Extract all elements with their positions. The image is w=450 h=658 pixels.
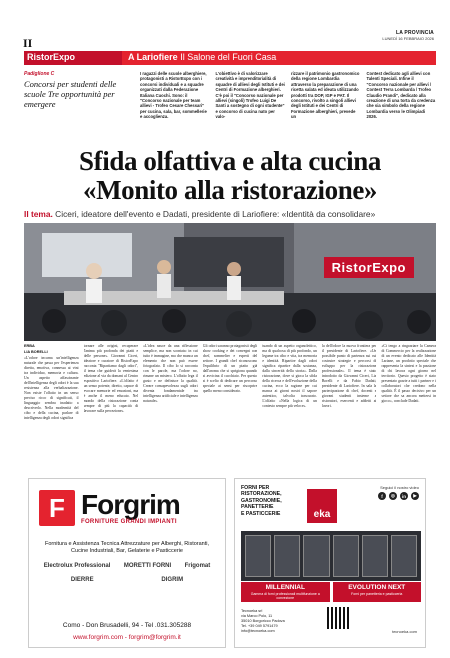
sidebar-kicker: Padiglione C — [24, 71, 55, 77]
article-text: «L'odore incarna un'intelligenza naturale che passa per l'esperienza diretta, emotiva, connessa ai vini tra individuo, memoria e cultura. Un aspetto affascinante dell'intelligenza degli odori è la sua resistenza alla verbalizzazione. Non esiste l'olfatto in un senso preciso ricco di significati, il linguaggio sembra inadatto a descriverlo. Nella modernità del cibo e della cucina, parlare di intelligenza degli odori significa — [24, 356, 79, 420]
follow-text: Seguici il nostro video — [380, 485, 419, 490]
upper-column: rizzare il patrimonio gastronomico della regione Lombardia attraverso la preparazione di una ricetta salata ed ideata utilizzando prodotti tra DOP, IGP e PAT. Il concorso, rivolto a singoli allievi degli Istituti e dei Centri di Formazione alberghieri, prevede un — [291, 71, 360, 120]
upper-articles — [24, 71, 436, 135]
tecnoeka-headline: FORNI PER RISTORAZIONE, GASTRONOMIE, PANETTERIE E PASTICCERIE — [241, 485, 282, 517]
tecnoeka-contact: Tecnoeka srl via Marco Polo, 11 35010 Borgoricco Padova Tel. +39 049 5791479 info@tecnoeka.com — [241, 609, 285, 633]
section-title-rest: Il Salone del Fuori Casa — [180, 52, 277, 62]
event-photo — [24, 223, 436, 341]
millennial-label: MILLENNIAL — [241, 582, 330, 593]
millennial-sublabel: Gamma di forni professionali multifunzione a convezione — [241, 592, 330, 602]
qr-code-icon[interactable] — [327, 607, 349, 629]
forgrim-address: Como - Don Brusadelli, 94 - Tel .031.305288 — [62, 622, 192, 629]
headline — [24, 147, 436, 205]
eka-logo-icon: eka — [307, 489, 337, 523]
headline-line-1: Sfida olfattiva e alta cucina — [79, 146, 381, 176]
oven-image — [274, 535, 300, 577]
upper-column: I ragazzi delle scuole alberghiere, protagonisti a RistorExpo con i concorsi individuali e a squadre organizzati dalla Federazione Italiana Cuochi. Sono: il "Concorso nazionale per team allievi - Trofeo Cesare Chessari" per cucina, sala, bar, sommellerie e accoglienza. — [140, 71, 207, 120]
forgrim-advertisement[interactable] — [28, 478, 226, 648]
section-title-bold: A Lariofiere — [128, 52, 178, 62]
brand-logo: DIGRIM — [161, 577, 184, 583]
social-icons — [378, 492, 419, 500]
section-bar — [24, 51, 436, 65]
page-number: II — [23, 36, 33, 50]
oven-images — [241, 531, 421, 581]
article-column: «L'idea nasce da una riflessione semplice, ma non scontata: in cui tutto è immagine, ma che manca un elemento che non può essere fotografato. Il cibo lo si racconta con le parole, ma l'odore no, rimane un mistero. L'olfatto lega il gusto e ne definisce la qualità. Creare consapevolezza sugli odori diventa fondamentale tra intelligenza artificiale e intelligenza naturale». — [143, 344, 198, 403]
headline-line-2: «Monito alla ristorazione» — [82, 175, 378, 205]
article-column: tornare alle origini, recuperare l'anima più profonda dei piatti e delle persone». Giovanni Ciceri, ideatore e curatore di RistorExpo racconta "Ripartiamo dagli odori", il tema che guiderà la ventesima edizione al via da domani al Centro espositivo Lariofiere. «L'olfatto è un senso potente, diretto, capace di evocare memorie ed emozioni, ma è anche il meno educato. Nel mondo della ristorazione conta sempre di più la capacità di lavorare sulla percezione». — [83, 344, 139, 413]
article-column: «Ci tengo a ringraziare la Camera di Commercio per la realizzazione di un evento dedicato alle Identità Lariane, un prodotto speciale che rappresenta la sintesi e la passione di chi lavora ogni giorno nel territorio. Questo progetto è stato presentato grazie a tutti i partner e i collaboratori che credono nella qualità. È il passo decisivo per un settore che sa ancora mettersi in gioco», conclude Dadati. — [381, 344, 437, 403]
section-label: RistorExpo — [24, 51, 122, 65]
subheadline-lead: Il tema. — [24, 209, 53, 219]
masthead — [0, 0, 450, 48]
article-column: Gli odori saranno protagonisti degli show cooking e dei convegni con chef, sommelier e esperti del settore. I grandi chef riconoscono l'equilibrio di un piatto già dall'aroma che si sprigiona quando si avvicina il cucchiaio. Per questo si è scelto di dedicare un percorso speciale ai sensi per riscoprire quello meno considerato. — [202, 344, 258, 393]
article-author: LIA BORELLI — [24, 350, 48, 354]
oven-image — [303, 535, 329, 577]
brand-logo: Electrolux Professional — [43, 563, 111, 569]
tecnoeka-site-link[interactable]: tecnoeka.com — [392, 629, 417, 634]
forgrim-name: Forgrim — [81, 489, 180, 520]
article-column: la dell'odore la nuova frontiera per il presidente di Lariofiere. «Un possibile punto di partenza sui cui costruire strategie e percorsi di sviluppo per la ristorazione professionale». Il tema è stato introdotto da Giovanni Ciceri, Lia Borelli e da Fabio Dadati, presidente di Lariofiere. In sala la partecipazione di chef, docenti e giovani studenti insieme a ristoratori, esercenti e addetti ai lavori. — [321, 344, 377, 408]
section-title — [122, 51, 436, 65]
article-column: tuando di un aspetto organolettico, ma di qualcosa di più profondo, un legame tra cibo e vita, tra memoria e identità. Ripartire dagli odori significa ripartire dalla sostanza, dalla sincerità della storia». Dalla ristorazione, dove si gioca la sfida della ricerca e dell'evoluzione della cucina, ecco la ragione per cui manca ai giorni nostri il sapore autentico, talvolta trascurato. L'olfatto «Nella logica di un contesto sempre più veloce». — [262, 344, 317, 408]
sidebar-title: Concorsi per studenti delle scuole Tre opportunità per emergere — [24, 79, 117, 109]
forgrim-tagline: FORNITURE GRANDI IMPIANTI — [81, 519, 177, 525]
forgrim-website-link[interactable]: www.forgrim.com - forgrim@forgrim.it — [73, 634, 181, 641]
forgrim-logo-text — [81, 491, 180, 525]
event-photo-image — [24, 223, 436, 341]
brand-logo: Frigomat — [184, 563, 211, 569]
instagram-icon[interactable]: ◎ — [389, 492, 397, 500]
upper-column: Contest dedicato agli allievi con Talenti Speciali. Infine il "Concorso nazionale per allievi / Contest Terra Lombarda / Trofeo Claudio Prandi", dedicato alla creazione di una torta da credenza che sia simbolo della regione Lombardia verso le Olimpiadi 2026. — [366, 71, 436, 120]
upper-column: L'obiettivo è di valorizzare creatività e imprenditorialità di squadre di allievi degli Istituti e dei Centri di Formazione alberghieri. C'è poi il "Concorso nazionale per allievi (singoli) Trofeo Luigi De Santi a sostegno di ogni studente" e concorso di cucina nato per valo- — [215, 71, 285, 120]
forgrim-logo-icon: F — [39, 490, 75, 526]
issue-date: LUNEDÌ 16 FEBBRAIO 2026 — [382, 36, 434, 41]
article-place: ERBA — [24, 344, 35, 348]
brand-logo: MORETTI FORNI — [123, 563, 172, 569]
evolution-next-label: EVOLUTION NEXT — [333, 582, 422, 593]
forgrim-header — [29, 479, 225, 537]
subheadline-text: Ciceri, ideatore dell'evento e Dadati, presidente di Lariofiere: «Identità da consolidare» — [52, 209, 376, 219]
youtube-icon[interactable]: ▶ — [411, 492, 419, 500]
forgrim-description: Fornitura e Assistenza Tecnica Attrezzature per Alberghi, Ristoranti, Cucine Industriali, Bar, Gelaterie e Pasticcerie — [44, 541, 210, 554]
article-column — [24, 344, 79, 466]
oven-image — [362, 535, 388, 577]
brand-logo: DIERRE — [70, 577, 94, 583]
subheadline — [24, 209, 436, 219]
oven-image — [391, 535, 417, 577]
newspaper-name: LA PROVINCIA — [395, 30, 434, 36]
oven-image — [245, 535, 271, 577]
evolution-next-sublabel: Forni per panetteria e pasticceria — [333, 592, 422, 602]
forgrim-brands — [29, 559, 225, 587]
photo-banner: RistorExpo — [324, 257, 414, 278]
article-body — [24, 344, 436, 466]
oven-sublabels — [241, 592, 421, 602]
linkedin-icon[interactable]: in — [402, 493, 406, 499]
oven-image — [333, 535, 359, 577]
tecnoeka-advertisement[interactable] — [234, 478, 426, 648]
facebook-icon[interactable]: f — [378, 492, 386, 500]
sidebar-article — [24, 71, 134, 135]
